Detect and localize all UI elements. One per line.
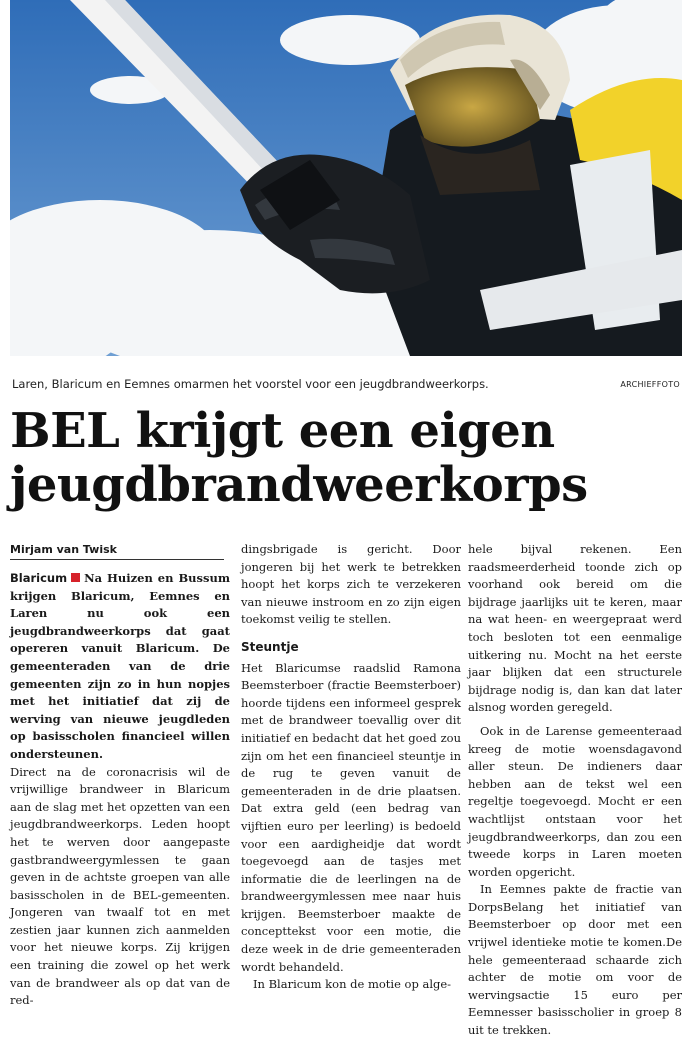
photo-credit: ARCHIEFFOTO [620, 380, 680, 389]
body-paragraph-4: Ook in de Larense gemeenteraad kreeg de motie woensdagavond aller steun. De indieners daar hebben aan de tekst wel een regeltje toegevoegd. Mocht er een wachtlijst ontstaan voor het jeugdbrandweerkorps, dan zou een tweede korps in Laren moeten worden opgericht. [468, 723, 682, 879]
headline: BEL krijgt een eigen jeugdbrandweerkorps [10, 403, 588, 513]
body-paragraph-3: In Blaricum kon de motie op alge- [253, 977, 452, 992]
body-paragraph-1-continued: dingsbrigade is gericht. Door jongeren bij het werk te betrekken hoopt het korps zich te verzekeren van nieuwe instroom en zo zijn eigen toekomst veilig te stellen. [241, 542, 461, 627]
firefighter-photo [10, 0, 682, 356]
body-paragraph-2: Het Blaricumse raadslid Ramona Beemsterboer (fractie Beemsterboer) hoorde tijdens een informeel gesprek met de brandweer toevallig over dit initiatief en bedacht dat het goed zou zijn om het een financieel steuntje in de rug te geven vanuit de gemeenteraden in de drie plaatsen. Dat extra geld (een bedrag van vijftien euro per leerling) is bedoeld voor een aardigheidje dat wordt toegevoegd aan de tasjes met informatie die de leerlingen na de brandweergymlessen mee naar huis krijgen. Beemsterboer maakte de concepttekst voor een motie, die deze week in de drie gemeenteraden wordt behandeld. [241, 660, 461, 974]
lede-text: Na Huizen en Bussum krijgen Blaricum, Eemnes en Laren nu ook een jeugdbrandweerkorps dat gaat opereren vanuit Blaricum. De gemeenteraden van de drie gemeenten zijn zo in hun nopjes met het initiatief dat zij de werving van nieuwe jeugdleden op basisscholen financieel willen ondersteunen. [10, 571, 230, 761]
subheading: Steuntje [241, 639, 299, 654]
article-column-2 [241, 541, 461, 994]
lede-paragraph [10, 570, 230, 764]
byline: Mirjam van Twisk [10, 543, 224, 560]
body-paragraph-5: In Eemnes pakte de fractie van DorpsBelang het initiatief van Beemsterboer op door met een vrijwel identieke motie te komen.De hele gemeenteraad schaarde zich achter de motie om voor de wervingsactie 15 euro per Eemnesser basisscholier in groep 8 uit te trekken. [468, 882, 682, 1038]
red-square-marker-icon [71, 573, 80, 582]
article-column-3 [468, 541, 682, 1040]
body-paragraph-3-continued: hele bijval rekenen. Een raadsmeerderheid toonde zich op voorhand ook bereid om die bijdrage jaarlijks uit te keren, maar na wat heen- en weergepraat werd toch besloten tot een eenmalige uitkering nu. Mocht na het eerste jaar blijken dat een structurele bijdrage nodig is, dan kan dat later alsnog worden geregeld. [468, 542, 682, 715]
dateline: Blaricum [10, 571, 68, 585]
body-paragraph-1: Direct na de coronacrisis wil de vrijwillige brandweer in Blaricum aan de slag met het opzetten van een jeugdbrandweerkorps. Leden hoopt het te werven door aangepaste gastbrandweergymlessen te gaan geven in de achtste groepen van alle basisscholen in de BEL-gemeenten. Jongeren van twaalf tot en met zestien jaar kunnen zich aanmelden voor het nieuwe korps. Zij krijgen een training die zowel op het werk van de brandweer als op dat van de red- [10, 764, 230, 1008]
article-column-1 [10, 570, 230, 1010]
photo-caption: Laren, Blaricum en Eemnes omarmen het voorstel voor een jeugdbrandweerkorps. [12, 377, 489, 391]
